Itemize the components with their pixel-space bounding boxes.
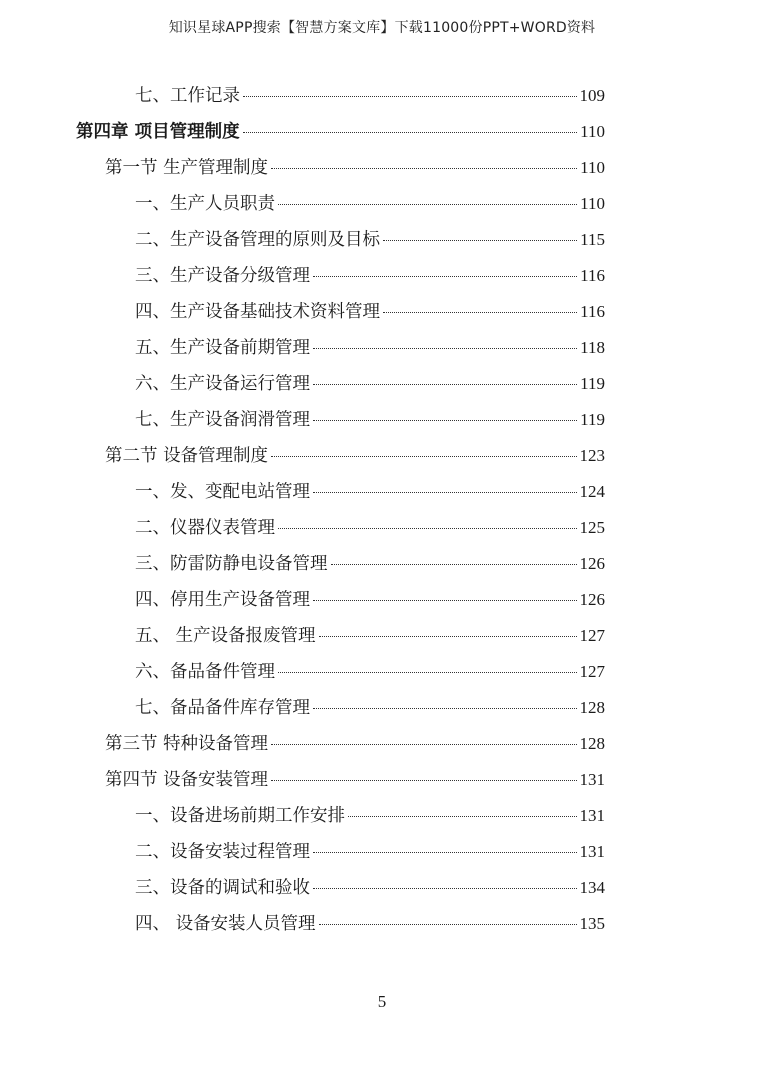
toc-entry [135, 370, 605, 398]
toc-entry [135, 694, 605, 722]
toc-entry-title: 七、生产设备润滑管理 [135, 410, 310, 430]
toc-entry-title: 第一节 生产管理制度 [105, 158, 269, 178]
toc-dot-leader [348, 816, 577, 817]
toc-entry-page: 119 [580, 410, 605, 429]
toc-entry-page: 131 [579, 770, 605, 789]
toc-entry-page: 116 [580, 266, 605, 285]
toc-entry [135, 226, 605, 254]
toc-dot-leader [331, 564, 577, 565]
page-number: 5 [377, 992, 387, 1011]
toc-entry-page: 123 [579, 446, 605, 465]
toc-dot-leader [313, 276, 577, 277]
toc-dot-leader [383, 312, 577, 313]
toc-entry-title: 五、生产设备前期管理 [135, 338, 310, 358]
toc-entry [105, 154, 605, 182]
toc-dot-leader [383, 240, 577, 241]
toc-entry [105, 442, 605, 470]
toc-dot-leader [278, 528, 577, 529]
toc-entry [135, 406, 605, 434]
toc-dot-leader [271, 780, 576, 781]
toc-entry-title: 二、生产设备管理的原则及目标 [135, 230, 380, 250]
toc-entry-page: 127 [579, 626, 605, 645]
toc-dot-leader [271, 744, 576, 745]
toc-dot-leader [271, 168, 577, 169]
toc-dot-leader [278, 204, 577, 205]
toc-entry-title: 四、 设备安装人员管理 [135, 914, 316, 934]
toc-entry-page: 110 [580, 194, 605, 213]
toc-dot-leader [278, 672, 577, 673]
toc-entry-page: 134 [579, 878, 605, 897]
toc-dot-leader [243, 96, 577, 97]
page-header: 知识星球APP搜索【智慧方案文库】下载11000份PPT+WORD资料 [168, 20, 596, 36]
toc-entry [135, 550, 605, 578]
toc-entry-page: 126 [579, 554, 605, 573]
toc-entry [105, 766, 605, 794]
toc-entry [105, 730, 605, 758]
toc-entry-title: 六、备品备件管理 [135, 662, 275, 682]
toc-dot-leader [313, 348, 577, 349]
toc-entry-title: 三、防雷防静电设备管理 [135, 554, 328, 574]
toc-entry-page: 127 [579, 662, 605, 681]
toc-entry [135, 334, 605, 362]
toc-dot-leader [313, 708, 577, 709]
toc-entry-title: 一、生产人员职责 [135, 194, 275, 214]
toc-dot-leader [243, 132, 578, 133]
toc-entry-title: 一、发、变配电站管理 [135, 482, 310, 502]
toc-entry-page: 109 [579, 86, 605, 105]
toc-entry [135, 262, 605, 290]
toc-entry-title: 六、生产设备运行管理 [135, 374, 310, 394]
toc-entry-page: 115 [580, 230, 605, 249]
toc-dot-leader [313, 420, 577, 421]
toc-entry-page: 125 [579, 518, 605, 537]
toc-entry-title: 第三节 特种设备管理 [105, 734, 269, 754]
toc-entry-page: 128 [579, 698, 605, 717]
toc-entry-title: 二、设备安装过程管理 [135, 842, 310, 862]
toc-dot-leader [313, 852, 577, 853]
toc-dot-leader [313, 888, 577, 889]
toc-entry-title: 四、停用生产设备管理 [135, 590, 310, 610]
toc-entry-page: 110 [580, 158, 605, 177]
toc-entry-title: 二、仪器仪表管理 [135, 518, 275, 538]
toc-dot-leader [319, 636, 577, 637]
toc-entry-page: 118 [580, 338, 605, 357]
toc-entry-title: 三、设备的调试和验收 [135, 878, 310, 898]
toc-entry-title: 第二节 设备管理制度 [105, 446, 269, 466]
toc-entry [135, 622, 605, 650]
toc-entry [135, 658, 605, 686]
toc-entry-title: 七、工作记录 [135, 86, 240, 106]
toc-entry [135, 802, 605, 830]
toc-entry [135, 514, 605, 542]
toc-entry-title: 七、备品备件库存管理 [135, 698, 310, 718]
toc-entry [135, 82, 605, 110]
toc-entry-page: 131 [579, 806, 605, 825]
toc-entry-page: 126 [579, 590, 605, 609]
toc-entry [76, 118, 605, 146]
toc-entry-page: 110 [580, 122, 605, 141]
toc-entry-title: 五、 生产设备报废管理 [135, 626, 316, 646]
toc-entry-page: 131 [579, 842, 605, 861]
toc-entry [135, 874, 605, 902]
toc-entry [135, 910, 605, 938]
toc-entry-page: 135 [579, 914, 605, 933]
toc-entry-title: 第四节 设备安装管理 [105, 770, 269, 790]
toc-dot-leader [313, 600, 577, 601]
toc-entry [135, 586, 605, 614]
toc-entry [135, 478, 605, 506]
toc-dot-leader [271, 456, 576, 457]
toc-entry-title: 一、设备进场前期工作安排 [135, 806, 345, 826]
toc-entry-page: 119 [580, 374, 605, 393]
toc-entry [135, 298, 605, 326]
toc-entry [135, 190, 605, 218]
toc-entry-title: 第四章 项目管理制度 [76, 122, 240, 142]
toc-entry-page: 128 [579, 734, 605, 753]
toc-entry-title: 四、生产设备基础技术资料管理 [135, 302, 380, 322]
toc-entry-title: 三、生产设备分级管理 [135, 266, 310, 286]
toc-entry-page: 124 [579, 482, 605, 501]
toc-entry-page: 116 [580, 302, 605, 321]
toc-dot-leader [313, 492, 577, 493]
toc-dot-leader [319, 924, 577, 925]
toc-entry [135, 838, 605, 866]
toc-dot-leader [313, 384, 577, 385]
